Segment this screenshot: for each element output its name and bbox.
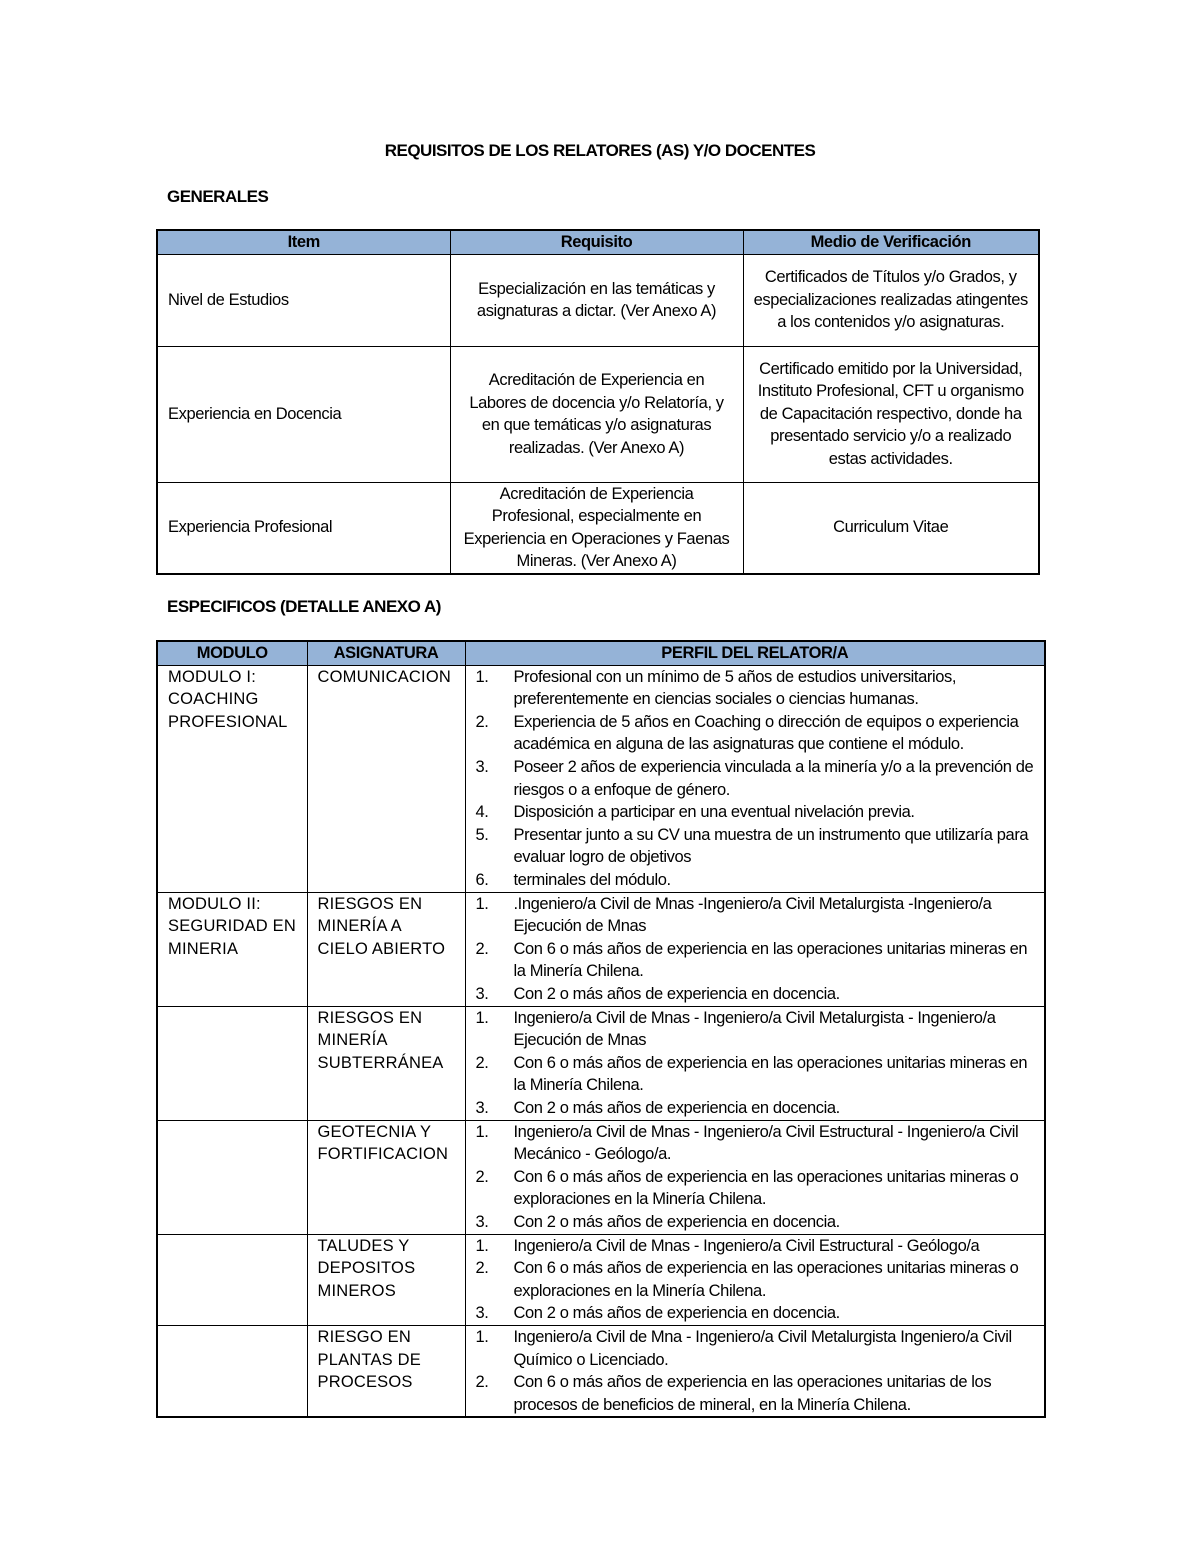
list-text: terminales del módulo. <box>513 870 671 889</box>
list-text: Con 6 o más años de experiencia en las operaciones unitarias mineras o exploraciones en la Minería Chilena. <box>513 1259 1019 1300</box>
generales-header-row <box>157 230 1039 254</box>
list-text: Con 6 o más años de experiencia en las operaciones unitarias mineras en la Minería Chilena. <box>513 1053 1028 1095</box>
list-item <box>476 756 1035 801</box>
list-number: 1. <box>475 1236 489 1255</box>
list-number: 2. <box>475 939 489 958</box>
modulo-cell: MODULO II: SEGURIDAD EN MINERIA <box>157 892 307 1006</box>
list-text: Con 2 o más años de experiencia en docencia. <box>513 1212 840 1231</box>
list-text: Con 6 o más años de experiencia en las operaciones unitarias mineras o exploraciones en la Minería Chilena. <box>513 1167 1019 1209</box>
especificos-header-row <box>157 641 1045 665</box>
list-number: 1. <box>475 667 489 686</box>
list-text: Disposición a participar en una eventual nivelación previa. <box>513 803 915 822</box>
list-text: Profesional con un mínimo de 5 años de estudios universitarios, preferentemente en ciencias sociales o ciencias humanas. <box>513 667 957 709</box>
list-item <box>476 824 1035 869</box>
perfil-cell <box>465 665 1045 892</box>
section-heading-generales: GENERALES <box>167 187 269 206</box>
perfil-list <box>476 666 1035 892</box>
list-number: 6. <box>475 870 489 889</box>
item-cell: Experiencia en Docencia <box>157 346 450 482</box>
header-perfil: PERFIL DEL RELATOR/A <box>465 641 1045 665</box>
list-text: Ingeniero/a Civil de Mna - Ingeniero/a Civil Metalurgista Ingeniero/a Civil Químico o Licenciado. <box>513 1327 1012 1369</box>
list-text: Experiencia de 5 años en Coaching o dirección de equipos o experiencia académica en alguna de las asignaturas que contiene el módulo. <box>513 712 1019 754</box>
asignatura-cell: COMUNICACION <box>307 665 465 892</box>
requisito-cell: Especialización en las temáticas y asignaturas a dictar. (Ver Anexo A) <box>450 254 743 346</box>
list-number: 1. <box>475 1008 489 1027</box>
list-item <box>476 893 1035 938</box>
modulo-cell <box>157 1234 307 1325</box>
asignatura-cell: GEOTECNIA Y FORTIFICACION <box>307 1120 465 1234</box>
perfil-list <box>476 1121 1035 1234</box>
perfil-cell <box>465 1234 1045 1325</box>
perfil-list <box>476 1007 1035 1120</box>
table-row <box>157 1234 1045 1325</box>
table-row <box>157 346 1039 482</box>
header-medio-verificacion: Medio de Verificación <box>743 230 1039 254</box>
header-asignatura: ASIGNATURA <box>307 641 465 665</box>
list-text: Con 2 o más años de experiencia en docencia. <box>513 984 840 1003</box>
modulo-cell: MODULO I: COACHING PROFESIONAL <box>157 665 307 892</box>
list-item <box>476 1211 1035 1234</box>
document-title: REQUISITOS DE LOS RELATORES (AS) Y/O DOCENTES <box>384 141 816 160</box>
list-item <box>476 1166 1035 1211</box>
list-number: 3. <box>475 757 489 776</box>
list-item <box>476 1302 1035 1325</box>
list-text: Con 2 o más años de experiencia en docencia. <box>513 1304 840 1323</box>
especificos-table <box>156 640 1046 1418</box>
list-item <box>476 666 1035 711</box>
list-item <box>476 1097 1035 1120</box>
table-row <box>157 482 1039 574</box>
list-item <box>476 1371 1035 1416</box>
list-item <box>476 983 1035 1006</box>
perfil-list <box>476 1235 1035 1325</box>
modulo-cell <box>157 1006 307 1120</box>
list-item <box>476 1257 1035 1302</box>
list-number: 1. <box>475 894 489 913</box>
perfil-cell <box>465 892 1045 1006</box>
table-row <box>157 1325 1045 1417</box>
list-text: Ingeniero/a Civil de Mnas - Ingeniero/a Civil Estructural - Geólogo/a <box>513 1236 980 1255</box>
asignatura-cell: TALUDES Y DEPOSITOS MINEROS <box>307 1234 465 1325</box>
perfil-cell <box>465 1006 1045 1120</box>
section-heading-especificos: ESPECIFICOS (DETALLE ANEXO A) <box>167 597 441 616</box>
list-text: Poseer 2 años de experiencia vinculada a la minería y/o a la prevención de riesgos o a enfoque de género. <box>513 757 1034 799</box>
asignatura-cell: RIESGOS EN MINERÍA SUBTERRÁNEA <box>307 1006 465 1120</box>
table-row <box>157 1120 1045 1234</box>
list-text: Ingeniero/a Civil de Mnas - Ingeniero/a Civil Estructural - Ingeniero/a Civil Mecánico - Geólogo/a. <box>513 1122 1019 1164</box>
list-number: 3. <box>475 984 489 1003</box>
generales-table <box>156 229 1040 575</box>
list-item <box>476 938 1035 983</box>
list-item <box>476 1007 1035 1052</box>
list-number: 1. <box>475 1327 489 1346</box>
item-cell: Nivel de Estudios <box>157 254 450 346</box>
list-item <box>476 1121 1035 1166</box>
modulo-cell <box>157 1325 307 1417</box>
header-item: Item <box>157 230 450 254</box>
medio-cell: Certificado emitido por la Universidad, Instituto Profesional, CFT u organismo de Capacitación respectivo, donde ha presentado servicio y/o a realizado estas actividades. <box>743 346 1039 482</box>
list-number: 5. <box>475 825 489 844</box>
list-text: .Ingeniero/a Civil de Mnas -Ingeniero/a Civil Metalurgista -Ingeniero/a Ejecución de Mnas <box>513 894 992 936</box>
table-row <box>157 1006 1045 1120</box>
list-number: 2. <box>475 712 489 731</box>
list-number: 2. <box>475 1053 489 1072</box>
table-row <box>157 254 1039 346</box>
list-item <box>476 1235 1035 1258</box>
list-text: Con 6 o más años de experiencia en las operaciones unitarias de los procesos de beneficios de mineral, en la Minería Chilena. <box>513 1373 992 1414</box>
list-text: Con 6 o más años de experiencia en las operaciones unitarias mineras en la Minería Chilena. <box>513 939 1028 981</box>
list-number: 3. <box>475 1098 489 1117</box>
list-number: 2. <box>475 1373 489 1392</box>
table-row <box>157 665 1045 892</box>
item-cell: Experiencia Profesional <box>157 482 450 574</box>
list-item <box>476 1052 1035 1097</box>
list-text: Ingeniero/a Civil de Mnas - Ingeniero/a Civil Metalurgista - Ingeniero/a Ejecución de Mnas <box>513 1008 996 1050</box>
medio-cell: Certificados de Títulos y/o Grados, y especializaciones realizadas atingentes a los contenidos y/o asignaturas. <box>743 254 1039 346</box>
list-number: 1. <box>475 1122 489 1141</box>
perfil-list <box>476 893 1035 1006</box>
perfil-cell <box>465 1325 1045 1417</box>
list-text: Con 2 o más años de experiencia en docencia. <box>513 1098 840 1117</box>
list-number: 3. <box>475 1304 489 1323</box>
asignatura-cell: RIESGO EN PLANTAS DE PROCESOS <box>307 1325 465 1417</box>
list-item <box>476 869 1035 892</box>
list-item <box>476 801 1035 824</box>
list-number: 4. <box>475 803 489 822</box>
list-item <box>476 1326 1035 1371</box>
list-number: 2. <box>475 1167 489 1186</box>
list-text: Presentar junto a su CV una muestra de un instrumento que utilizaría para evaluar logro de objetivos <box>513 825 1029 867</box>
requisito-cell: Acreditación de Experiencia en Labores de docencia y/o Relatoría, y en que temáticas y/o asignaturas realizadas. (Ver Anexo A) <box>450 346 743 482</box>
modulo-cell <box>157 1120 307 1234</box>
medio-cell: Curriculum Vitae <box>743 482 1039 574</box>
table-row <box>157 892 1045 1006</box>
list-number: 3. <box>475 1212 489 1231</box>
requisito-cell: Acreditación de Experiencia Profesional, especialmente en Experiencia en Operaciones y Faenas Mineras. (Ver Anexo A) <box>450 482 743 574</box>
asignatura-cell: RIESGOS EN MINERÍA A CIELO ABIERTO <box>307 892 465 1006</box>
list-item <box>476 711 1035 756</box>
list-number: 2. <box>475 1259 489 1278</box>
header-requisito: Requisito <box>450 230 743 254</box>
perfil-cell <box>465 1120 1045 1234</box>
perfil-list <box>476 1326 1035 1416</box>
header-modulo: MODULO <box>157 641 307 665</box>
